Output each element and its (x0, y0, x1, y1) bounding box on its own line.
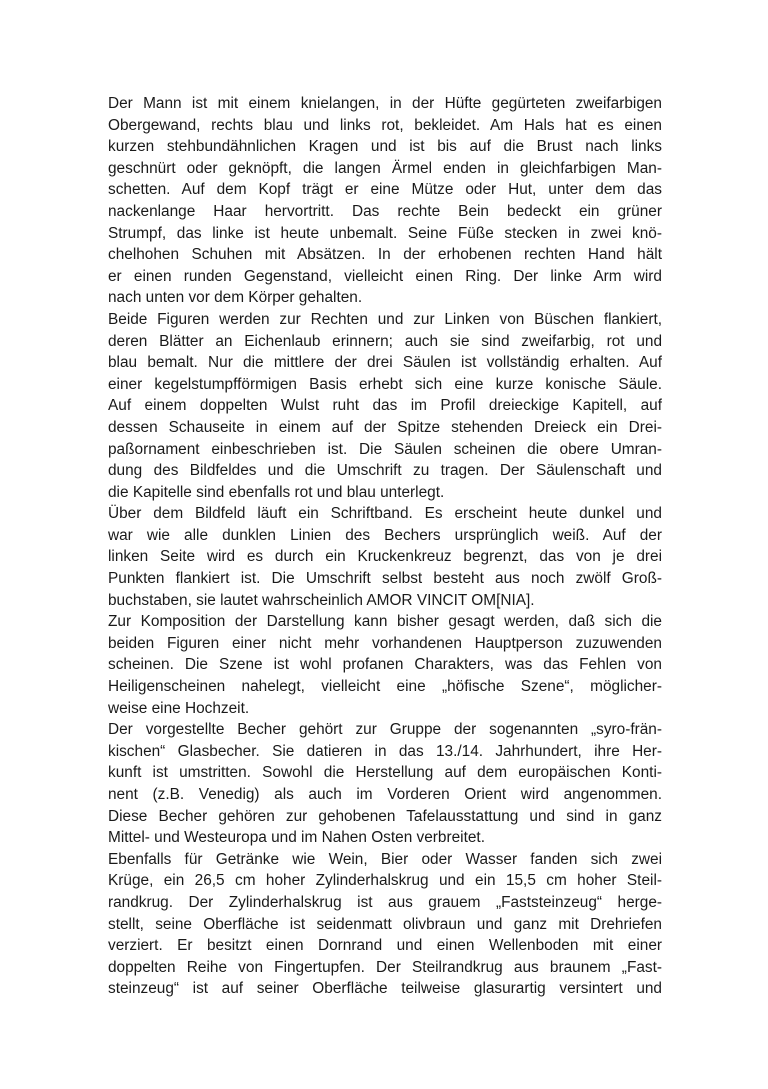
text-line: Mittel- und Westeuropa und im Nahen Osten verbreitet. (108, 829, 485, 847)
text-line: deren Blätter an Eichenlaub erinnern; auch sie sind zweifarbig, rot und (108, 332, 662, 350)
text-line: stellt, seine Oberfläche ist seidenmatt olivbraun und ganz mit Drehriefen (108, 915, 662, 933)
text-line: nackenlange Haar hervortritt. Das rechte Bein bedeckt ein grüner (108, 202, 662, 220)
text-line: dung des Bildfeldes und die Umschrift zu tragen. Der Säulenschaft und (108, 462, 662, 480)
text-line: chelhohen Schuhen mit Absätzen. In der erhobenen rechten Hand hält (108, 246, 662, 264)
text-line: blau bemalt. Nur die mittlere der drei Säulen ist vollständig erhalten. Auf (108, 354, 662, 372)
text-line: er einen runden Gegenstand, vielleicht einen Ring. Der linke Arm wird (108, 267, 662, 285)
text-line: Auf einem doppelten Wulst ruht das im Profil dreieckige Kapitell, auf (108, 397, 662, 415)
text-line: die Kapitelle sind ebenfalls rot und blau unterlegt. (108, 483, 445, 501)
text-line: Zur Komposition der Darstellung kann bisher gesagt werden, daß sich die (108, 613, 662, 631)
text-line: Krüge, ein 26,5 cm hoher Zylinderhalskrug und ein 15,5 cm hoher Steil- (108, 872, 662, 890)
text-line: Strumpf, das linke ist heute unbemalt. Seine Füße stecken in zwei knö- (108, 224, 662, 242)
text-line: paßornament einbeschrieben ist. Die Säulen scheinen die obere Umran- (108, 440, 662, 458)
text-line: einer kegelstumpfförmigen Basis erhebt sich eine kurze konische Säule. (108, 375, 662, 393)
text-line: kunft ist umstritten. Sowohl die Herstellung auf dem europäischen Konti- (108, 764, 662, 782)
paragraph (108, 849, 662, 1000)
text-line: geschnürt oder geknöpft, die langen Ärmel enden in gleichfarbigen Man- (108, 159, 662, 177)
text-line: Über dem Bildfeld läuft ein Schriftband. Es erscheint heute dunkel und (108, 505, 662, 523)
text-line: weise eine Hochzeit. (108, 699, 250, 717)
paragraph (108, 309, 662, 503)
text-line: Beide Figuren werden zur Rechten und zur Linken von Büschen flankiert, (108, 310, 662, 328)
text-line: war wie alle dunklen Linien des Bechers ursprünglich weiß. Auf der (108, 526, 662, 544)
text-line: randkrug. Der Zylinderhalskrug ist aus grauem „Faststeinzeug“ herge- (108, 893, 662, 911)
text-line: Ebenfalls für Getränke wie Wein, Bier oder Wasser fanden sich zwei (108, 850, 662, 868)
text-line: buchstaben, sie lautet wahrscheinlich AMOR VINCIT OM[NIA]. (108, 591, 535, 609)
paragraph (108, 503, 662, 611)
text-line: Heiligenscheinen nahelegt, vielleicht eine „höfische Szene“, möglicher- (108, 678, 662, 696)
text-line: Diese Becher gehören zur gehobenen Tafelausstattung und sind in ganz (108, 807, 662, 825)
paragraph (108, 719, 662, 849)
text-line: Punkten flankiert ist. Die Umschrift selbst besteht aus noch zwölf Groß- (108, 570, 662, 588)
paragraph (108, 611, 662, 719)
text-line: Obergewand, rechts blau und links rot, bekleidet. Am Hals hat es einen (108, 116, 662, 134)
text-line: linken Seite wird es durch ein Kruckenkreuz begrenzt, das von je drei (108, 548, 662, 566)
text-line: Der Mann ist mit einem knielangen, in der Hüfte gegürteten zweifarbigen (108, 95, 662, 112)
text-line: steinzeug“ ist auf seiner Oberfläche teilweise glasurartig versintert und (108, 980, 662, 998)
text-line: verziert. Er besitzt einen Dornrand und einen Wellenboden mit einer (108, 937, 662, 955)
text-line: doppelten Reihe von Fingertupfen. Der Steilrandkrug aus braunem „Fast- (108, 958, 662, 976)
text-line: nent (z.B. Venedig) als auch im Vorderen Orient wird angenommen. (108, 786, 662, 803)
text-line: Der vorgestellte Becher gehört zur Gruppe der sogenannten „syro-frän- (108, 721, 662, 739)
text-line: nach unten vor dem Körper gehalten. (108, 289, 363, 307)
body-text (108, 93, 662, 1000)
text-line: kurzen stehbundähnlichen Kragen und ist bis auf die Brust nach links (108, 138, 662, 156)
paragraph (108, 93, 662, 309)
text-line: schetten. Auf dem Kopf trägt er eine Mütze oder Hut, unter dem das (108, 181, 662, 199)
text-line: beiden Figuren einer nicht mehr vorhandenen Hauptperson zuzuwenden (108, 634, 662, 652)
text-line: dessen Schauseite in einem auf der Spitze stehenden Dreieck ein Drei- (108, 418, 662, 436)
text-line: kischen“ Glasbecher. Sie datieren in das 13./14. Jahrhundert, ihre Her- (108, 742, 662, 760)
text-line: scheinen. Die Szene ist wohl profanen Charakters, was das Fehlen von (108, 656, 662, 674)
